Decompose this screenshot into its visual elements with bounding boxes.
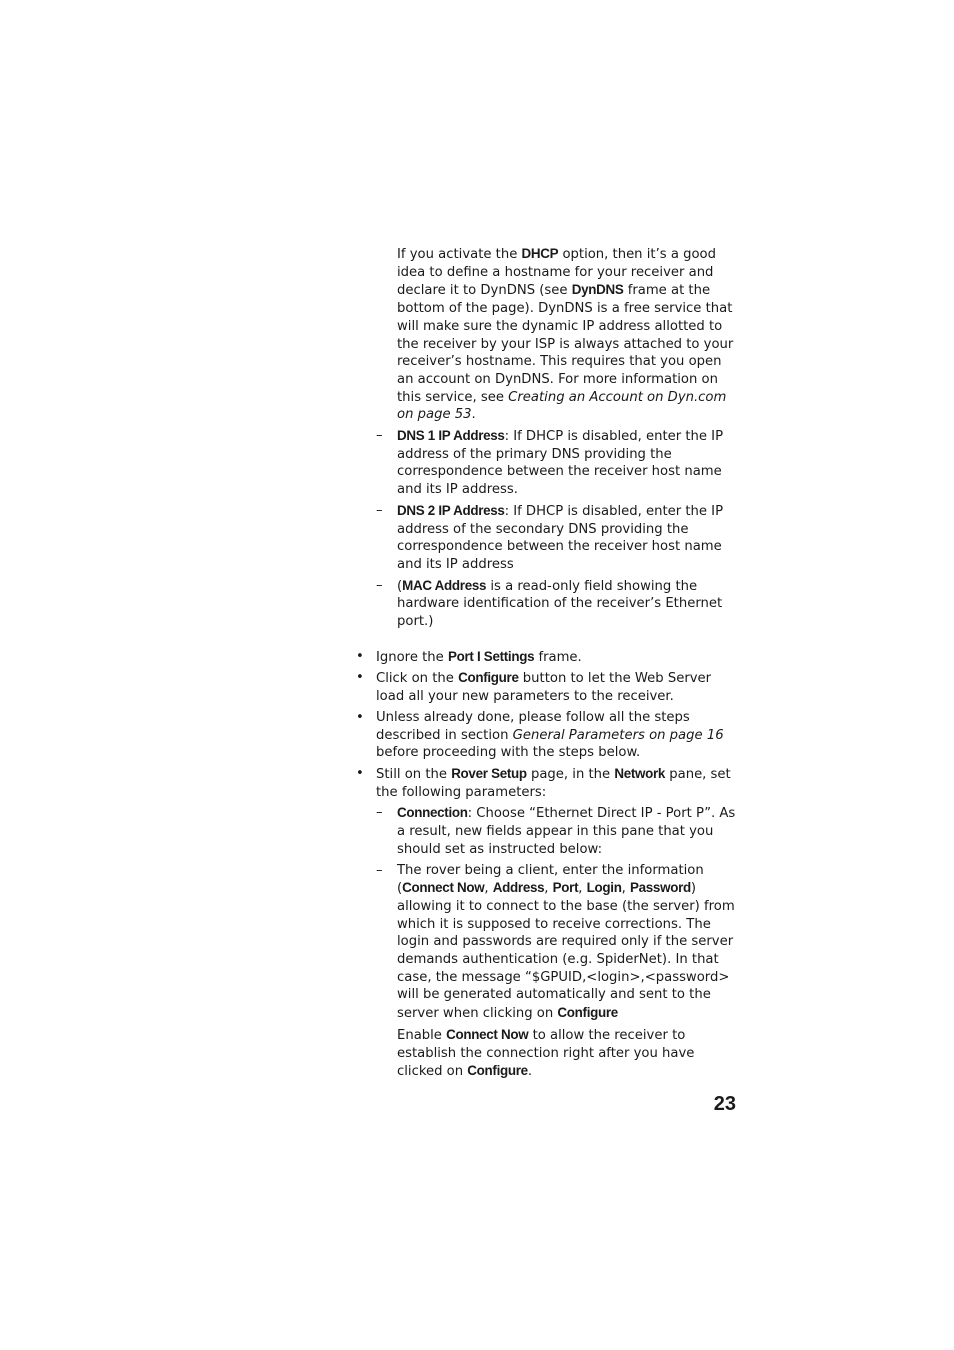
- configure-term: Configure: [557, 1005, 618, 1021]
- text: before proceeding with the steps below.: [376, 745, 641, 761]
- text: : Choose “Ethernet Direct IP - Port P”. As a result, new fields appear in this pane that you should set as instructed below:: [397, 806, 736, 857]
- text: .: [527, 1064, 533, 1080]
- text: to allow the receiver to establish the connection right after you have clicked on: [397, 1027, 695, 1080]
- dyndns-term: DynDNS: [571, 282, 624, 298]
- bullet-ignore-port: [376, 648, 736, 667]
- configure-term: Configure: [467, 1063, 528, 1079]
- dhcp-term: DHCP: [521, 246, 559, 261]
- network-term: Network: [614, 765, 666, 781]
- text: Enable: [397, 1027, 447, 1043]
- text: button to let the Web Server load all your new parameters to the receiver.: [376, 671, 712, 705]
- text: : If DHCP is disabled, enter the IP address of the primary DNS providing the correspondence between the receiver host name and its IP address.: [397, 429, 724, 498]
- rover-setup-term: Rover Setup: [451, 765, 527, 781]
- text: Click on the: [376, 671, 459, 687]
- text: ,: [544, 881, 553, 897]
- text: ,: [484, 881, 493, 897]
- connection-item: [397, 804, 736, 858]
- enable-connect-paragraph: [397, 1026, 736, 1081]
- text: Ignore the: [376, 649, 448, 665]
- text: option, then it’s a good idea to define a hostname for your receiver and declare it to DynDNS (see: [397, 247, 716, 299]
- dhcp-paragraph: [397, 245, 736, 424]
- text: .: [471, 407, 476, 423]
- cross-reference: General Parameters on page 16: [512, 727, 724, 743]
- configure-term: Configure: [458, 670, 519, 686]
- bullet-general-params: [376, 709, 736, 762]
- text: (: [397, 578, 403, 594]
- dns2-item: [397, 502, 736, 574]
- address-term: Address: [492, 880, 545, 896]
- login-term: Login: [586, 880, 622, 896]
- text: If you activate the: [397, 247, 522, 262]
- text: The rover being a client, enter the information (: [397, 862, 704, 897]
- port-term: Port: [552, 880, 579, 896]
- text: pane, set the following parameters:: [376, 766, 731, 800]
- text: ,: [578, 881, 587, 897]
- mac-item: [397, 577, 736, 631]
- text: frame.: [534, 649, 582, 665]
- password-term: Password: [630, 880, 691, 896]
- text: ,: [621, 881, 630, 897]
- bullet-configure: [376, 669, 736, 705]
- bullet-rover-setup: [376, 765, 736, 801]
- cross-reference: Creating an Account on Dyn.com on page 53: [397, 389, 727, 423]
- text: Still on the: [376, 766, 452, 782]
- page-number: 23: [713, 1093, 736, 1115]
- connect-now-term: Connect Now: [446, 1026, 529, 1042]
- text: is a read-only field showing the hardware identification of the receiver’s Ethernet port.): [397, 578, 723, 630]
- port-settings-term: Port I Settings: [447, 648, 535, 664]
- text: Unless already done, please follow all the steps described in section: [376, 709, 690, 743]
- dns1-term: DNS 1 IP Address: [397, 428, 505, 444]
- rover-client-item: [397, 862, 736, 1023]
- connect-now-term: Connect Now: [402, 880, 485, 896]
- text: frame at the bottom of the page). DynDNS is a free service that will make sure the dynamic IP address allotted to the receiver by your ISP is always attached to your receiver’s hostname. This requires that you open an account on DynDNS. For more information on this service, see: [397, 283, 734, 405]
- connection-term: Connection: [397, 805, 468, 821]
- text: : If DHCP is disabled, enter the IP address of the secondary DNS providing the correspondence between the receiver host name and its IP address: [397, 503, 724, 572]
- dns1-item: [397, 427, 736, 499]
- page-body: [356, 245, 736, 1081]
- dns2-term: DNS 2 IP Address: [397, 502, 505, 518]
- text: page, in the: [526, 766, 615, 782]
- text: ) allowing it to connect to the base (the server) from which it is supposed to receive corrections. The login and passwords are required only if the server demands authentication (e.g. SpiderNet). In that case, the message “$GPUID,<login>,<password> will be generated automatically and sent to the server when clicking on: [397, 881, 735, 1022]
- mac-term: MAC Address: [402, 577, 487, 593]
